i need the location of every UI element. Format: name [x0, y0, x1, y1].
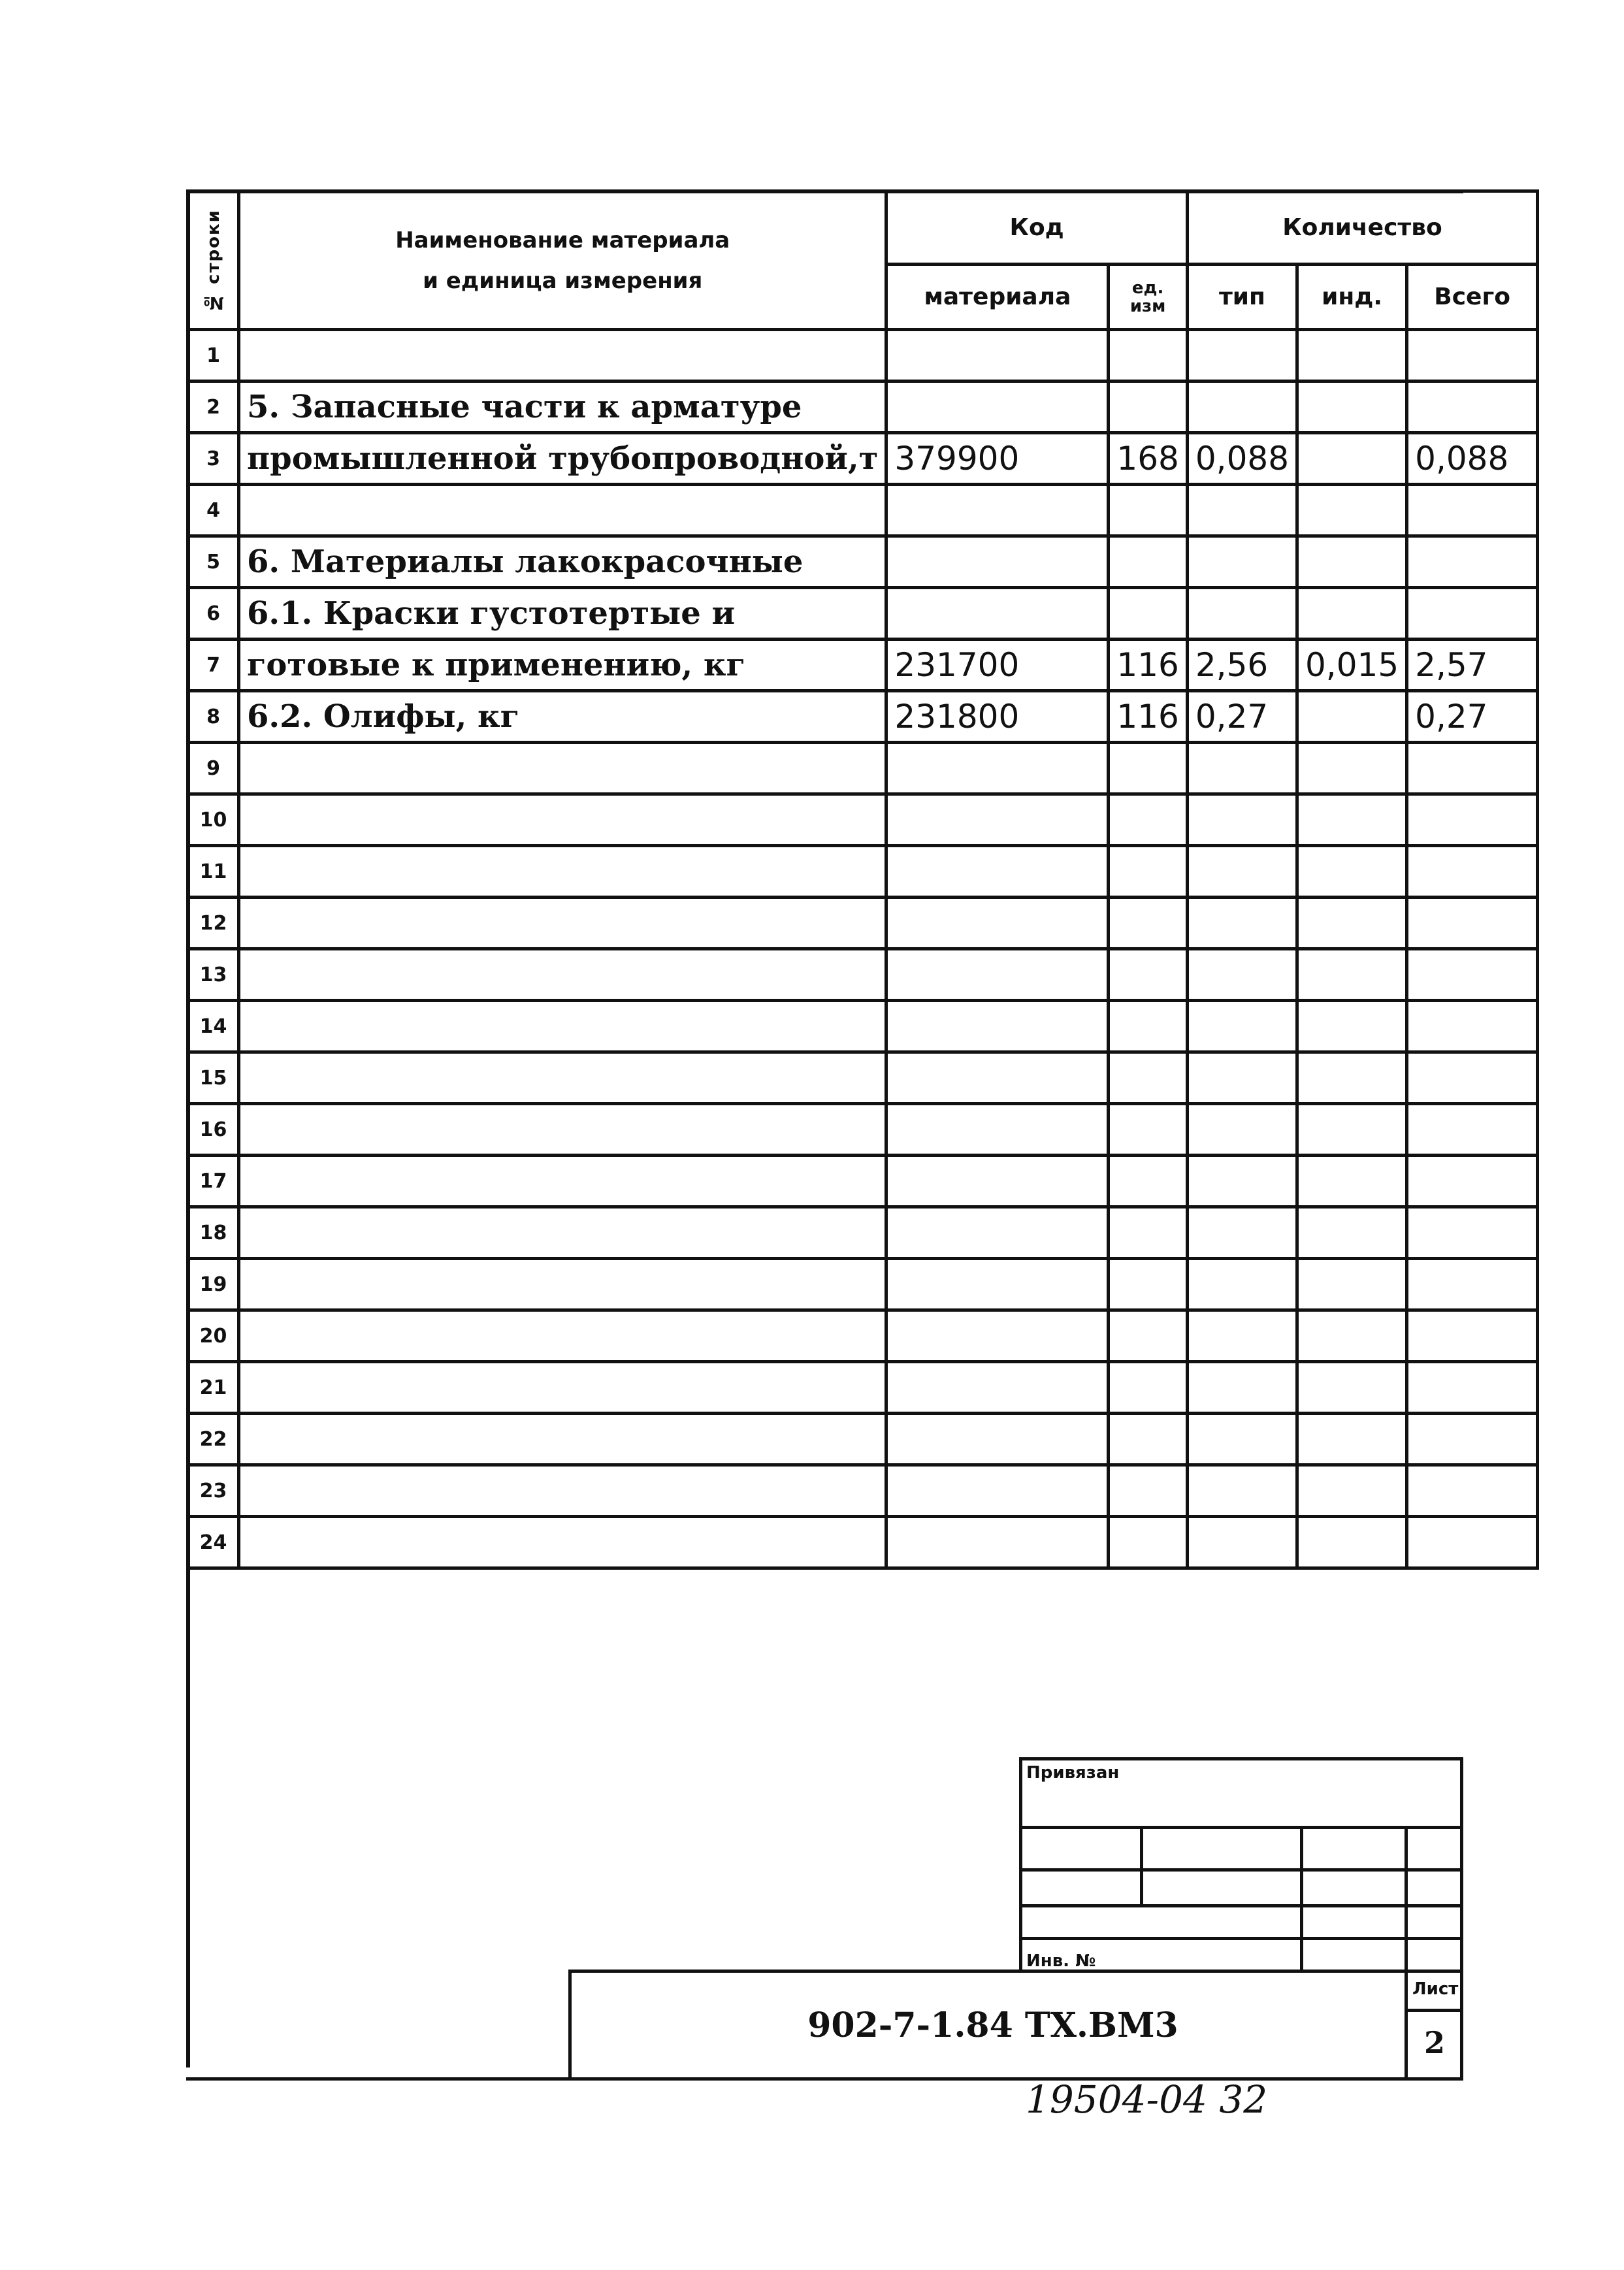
unit-code [1109, 588, 1187, 640]
qty-total [1407, 1310, 1538, 1362]
material-name: 6.2. Олифы, кг [239, 691, 886, 743]
qty-type [1187, 1517, 1297, 1568]
unit-code [1109, 846, 1187, 898]
qty-ind [1297, 949, 1407, 1001]
qty-ind [1297, 1362, 1407, 1414]
header-code-unit: ед. изм [1109, 265, 1187, 330]
row-number: 19 [188, 1259, 239, 1310]
qty-type [1187, 794, 1297, 846]
table-row [188, 846, 1538, 898]
table-row [188, 381, 1538, 433]
table-row [188, 691, 1538, 743]
material-code [886, 898, 1109, 949]
qty-total [1407, 949, 1538, 1001]
qty-ind: 0,015 [1297, 640, 1407, 691]
material-name [239, 1207, 886, 1259]
material-code [886, 743, 1109, 794]
stamp-rule-1 [1019, 1826, 1463, 1829]
unit-code [1109, 1156, 1187, 1207]
stamp-divider-1 [1140, 1826, 1143, 1904]
qty-type [1187, 949, 1297, 1001]
qty-ind [1297, 898, 1407, 949]
spec-table [186, 189, 1539, 1570]
row-number: 9 [188, 743, 239, 794]
qty-ind [1297, 691, 1407, 743]
material-name: промышленной трубопроводной,т [239, 433, 886, 485]
qty-type [1187, 1156, 1297, 1207]
attached-block [1019, 1757, 1463, 1973]
stamp-rule-4 [1019, 1937, 1463, 1940]
qty-total [1407, 330, 1538, 381]
row-number: 3 [188, 433, 239, 485]
table-row [188, 588, 1538, 640]
material-name [239, 485, 886, 536]
row-number: 8 [188, 691, 239, 743]
qty-type [1187, 1465, 1297, 1517]
material-name [239, 330, 886, 381]
qty-total: 0,27 [1407, 691, 1538, 743]
qty-total: 0,088 [1407, 433, 1538, 485]
header-code-group: Код [886, 191, 1187, 265]
row-number: 13 [188, 949, 239, 1001]
stamp-divider-3 [1405, 1826, 1408, 1973]
material-code: 231700 [886, 640, 1109, 691]
row-number: 17 [188, 1156, 239, 1207]
bottom-border [186, 2077, 1463, 2081]
material-name [239, 949, 886, 1001]
sheet-rule [1405, 2009, 1463, 2012]
material-name: 6.1. Краски густотертые и [239, 588, 886, 640]
material-name [239, 1104, 886, 1156]
material-code [886, 1001, 1109, 1052]
qty-total [1407, 588, 1538, 640]
row-number: 1 [188, 330, 239, 381]
table-row [188, 1104, 1538, 1156]
qty-ind [1297, 1156, 1407, 1207]
table-row [188, 1465, 1538, 1517]
material-code [886, 1362, 1109, 1414]
unit-code [1109, 743, 1187, 794]
unit-code [1109, 1362, 1187, 1414]
qty-total [1407, 846, 1538, 898]
row-number: 5 [188, 536, 239, 588]
qty-total [1407, 1207, 1538, 1259]
qty-type [1187, 381, 1297, 433]
qty-ind [1297, 1259, 1407, 1310]
qty-type [1187, 1207, 1297, 1259]
row-number: 12 [188, 898, 239, 949]
header-qty-ind: инд. [1297, 265, 1407, 330]
header-name-line2: и единица измерения [423, 267, 703, 294]
material-code [886, 1259, 1109, 1310]
table-row [188, 1207, 1538, 1259]
header-name-line1: Наименование материала [395, 227, 730, 253]
qty-ind [1297, 1517, 1407, 1568]
row-number: 18 [188, 1207, 239, 1259]
qty-total [1407, 1001, 1538, 1052]
row-number: 4 [188, 485, 239, 536]
material-name [239, 1517, 886, 1568]
unit-code: 116 [1109, 691, 1187, 743]
material-name [239, 1414, 886, 1465]
qty-type [1187, 536, 1297, 588]
qty-type [1187, 1104, 1297, 1156]
material-name [239, 1465, 886, 1517]
unit-code [1109, 330, 1187, 381]
material-name: готовые к применению, кг [239, 640, 886, 691]
material-code [886, 794, 1109, 846]
qty-ind [1297, 381, 1407, 433]
table-row [188, 1259, 1538, 1310]
unit-code [1109, 1259, 1187, 1310]
qty-total [1407, 743, 1538, 794]
qty-total [1407, 1465, 1538, 1517]
qty-ind [1297, 1052, 1407, 1104]
qty-ind [1297, 433, 1407, 485]
material-code [886, 1156, 1109, 1207]
material-name [239, 846, 886, 898]
attached-label: Привязан [1026, 1763, 1120, 1783]
unit-code [1109, 1052, 1187, 1104]
unit-code [1109, 1310, 1187, 1362]
qty-type: 2,56 [1187, 640, 1297, 691]
row-number: 23 [188, 1465, 239, 1517]
qty-total [1407, 1156, 1538, 1207]
unit-code [1109, 898, 1187, 949]
qty-total [1407, 1414, 1538, 1465]
qty-ind [1297, 1465, 1407, 1517]
qty-total [1407, 1362, 1538, 1414]
unit-code [1109, 1104, 1187, 1156]
table-row [188, 1310, 1538, 1362]
table-row [188, 1362, 1538, 1414]
qty-total [1407, 1104, 1538, 1156]
row-number: 22 [188, 1414, 239, 1465]
unit-code [1109, 1414, 1187, 1465]
row-number: 14 [188, 1001, 239, 1052]
unit-code: 116 [1109, 640, 1187, 691]
unit-code [1109, 485, 1187, 536]
unit-code [1109, 1517, 1187, 1568]
unit-code [1109, 1465, 1187, 1517]
qty-total [1407, 485, 1538, 536]
unit-code [1109, 949, 1187, 1001]
material-name [239, 1259, 886, 1310]
material-code: 379900 [886, 433, 1109, 485]
qty-type [1187, 1052, 1297, 1104]
stamp-divider-2 [1300, 1826, 1303, 1973]
material-code [886, 949, 1109, 1001]
header-name [239, 191, 886, 330]
table-row [188, 640, 1538, 691]
header-qty-type: тип [1187, 265, 1297, 330]
qty-ind [1297, 485, 1407, 536]
table-row [188, 1052, 1538, 1104]
stamp-rule-2 [1019, 1868, 1463, 1872]
inv-label: Инв. № [1026, 1951, 1096, 1971]
qty-type: 0,27 [1187, 691, 1297, 743]
unit-code [1109, 1001, 1187, 1052]
row-number: 6 [188, 588, 239, 640]
table-row [188, 898, 1538, 949]
table-row [188, 743, 1538, 794]
material-code [886, 1310, 1109, 1362]
qty-ind [1297, 743, 1407, 794]
row-number: 7 [188, 640, 239, 691]
material-code: 231800 [886, 691, 1109, 743]
table-row [188, 1414, 1538, 1465]
table-row [188, 1156, 1538, 1207]
qty-type [1187, 588, 1297, 640]
row-number: 15 [188, 1052, 239, 1104]
qty-total [1407, 1517, 1538, 1568]
qty-ind [1297, 794, 1407, 846]
table-row [188, 485, 1538, 536]
table-row [188, 794, 1538, 846]
qty-total: 2,57 [1407, 640, 1538, 691]
material-name [239, 743, 886, 794]
unit-code [1109, 381, 1187, 433]
qty-type [1187, 846, 1297, 898]
qty-ind [1297, 1001, 1407, 1052]
material-code [886, 1465, 1109, 1517]
table-row [188, 536, 1538, 588]
table-row [188, 330, 1538, 381]
qty-type [1187, 330, 1297, 381]
unit-code [1109, 794, 1187, 846]
row-number: 2 [188, 381, 239, 433]
material-name: 6. Материалы лакокрасочные [239, 536, 886, 588]
document-code: 902-7-1.84 ТХ.ВМ3 [807, 2005, 1178, 2045]
material-code [886, 1414, 1109, 1465]
material-code [886, 1052, 1109, 1104]
table-row [188, 1001, 1538, 1052]
row-number: 16 [188, 1104, 239, 1156]
row-number: 11 [188, 846, 239, 898]
row-number: 20 [188, 1310, 239, 1362]
qty-type: 0,088 [1187, 433, 1297, 485]
material-name [239, 1052, 886, 1104]
unit-code [1109, 1207, 1187, 1259]
table-row [188, 949, 1538, 1001]
material-name: 5. Запасные части к арматуре [239, 381, 886, 433]
sheet-label: Лист [1412, 1979, 1459, 1999]
qty-ind [1297, 1207, 1407, 1259]
qty-type [1187, 743, 1297, 794]
qty-type [1187, 1001, 1297, 1052]
qty-total [1407, 1052, 1538, 1104]
material-name [239, 1156, 886, 1207]
qty-type [1187, 1414, 1297, 1465]
material-name [239, 898, 886, 949]
qty-type [1187, 485, 1297, 536]
qty-ind [1297, 1414, 1407, 1465]
material-name [239, 794, 886, 846]
header-qty-total: Всего [1407, 265, 1538, 330]
qty-type [1187, 1310, 1297, 1362]
qty-total [1407, 536, 1538, 588]
sheet-number: 2 [1424, 2025, 1446, 2060]
handwritten-note: 19504-04 32 [1026, 2077, 1268, 2122]
qty-total [1407, 794, 1538, 846]
material-code [886, 1207, 1109, 1259]
qty-ind [1297, 1310, 1407, 1362]
material-code [886, 846, 1109, 898]
qty-ind [1297, 846, 1407, 898]
row-number: 21 [188, 1362, 239, 1414]
qty-type [1187, 898, 1297, 949]
material-name [239, 1310, 886, 1362]
header-qty-group: Количество [1187, 191, 1537, 265]
material-code [886, 381, 1109, 433]
qty-total [1407, 381, 1538, 433]
material-code [886, 588, 1109, 640]
qty-ind [1297, 536, 1407, 588]
material-name [239, 1362, 886, 1414]
qty-type [1187, 1362, 1297, 1414]
qty-ind [1297, 330, 1407, 381]
material-code [886, 1517, 1109, 1568]
qty-ind [1297, 588, 1407, 640]
material-code [886, 1104, 1109, 1156]
material-code [886, 330, 1109, 381]
qty-total [1407, 1259, 1538, 1310]
material-code [886, 536, 1109, 588]
row-number: 24 [188, 1517, 239, 1568]
qty-ind [1297, 1104, 1407, 1156]
header-rowno: № строки [188, 191, 239, 330]
row-number: 10 [188, 794, 239, 846]
qty-type [1187, 1259, 1297, 1310]
table-row [188, 433, 1538, 485]
unit-code: 168 [1109, 433, 1187, 485]
table-row [188, 1517, 1538, 1568]
unit-code [1109, 536, 1187, 588]
stamp-rule-3 [1019, 1904, 1463, 1907]
qty-total [1407, 898, 1538, 949]
material-code [886, 485, 1109, 536]
header-code-material: материала [886, 265, 1109, 330]
material-name [239, 1001, 886, 1052]
